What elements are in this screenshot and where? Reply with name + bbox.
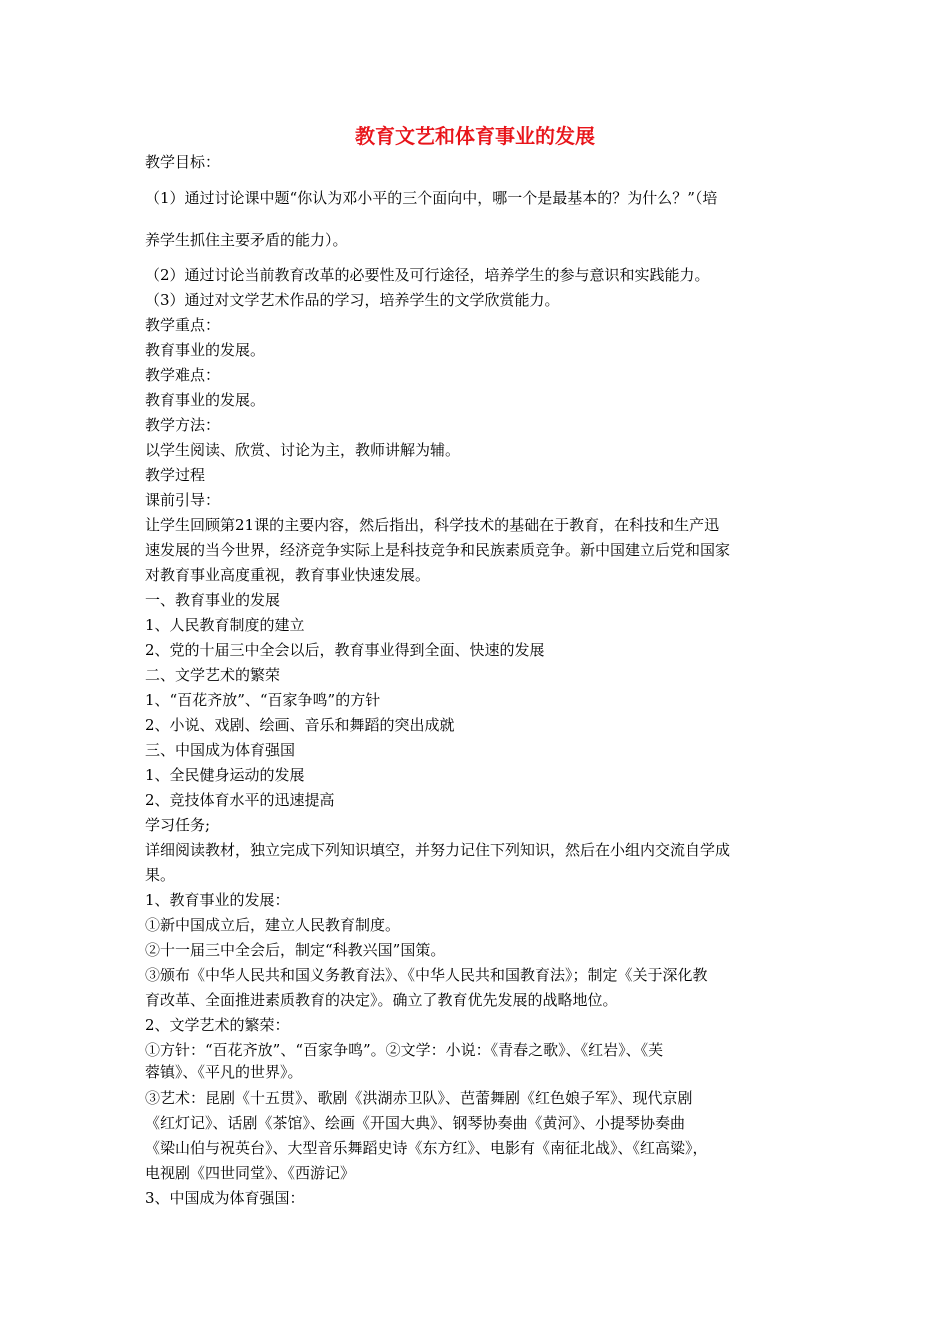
text-line: 1、教育事业的发展：: [145, 891, 290, 909]
text-line: 对教育事业高度重视，教育事业快速发展。: [145, 566, 431, 584]
text-line: ②十一届三中全会后，制定“科教兴国”国策。: [145, 941, 446, 959]
text-line: 以学生阅读、欣赏、讨论为主，教师讲解为辅。: [145, 441, 461, 459]
text-line: 二、文学艺术的繁荣: [145, 666, 281, 684]
text-line: （2）通过讨论当前教育改革的必要性及可行途径，培养学生的参与意识和实践能力。: [145, 266, 710, 284]
text-line: 2、小说、戏剧、绘画、音乐和舞蹈的突出成就: [145, 716, 455, 734]
text-line: （3）通过对文学艺术作品的学习，培养学生的文学欣赏能力。: [145, 291, 560, 309]
text-line: （1）通过讨论课中题“你认为邓小平的三个面向中，哪一个是最基本的？为什么？”（培: [145, 189, 718, 207]
text-line: 2、文学艺术的繁荣：: [145, 1016, 290, 1034]
text-line: 三、中国成为体育强国: [145, 741, 296, 759]
text-line: 养学生抓住主要矛盾的能力）。: [145, 231, 348, 249]
text-line: 《红灯记》、话剧《茶馆》、绘画《开国大典》、钢琴协奏曲《黄河》、小提琴协奏曲: [145, 1114, 686, 1132]
text-line: 课前引导：: [145, 491, 221, 509]
text-line: 一、教育事业的发展: [145, 591, 281, 609]
text-line: ③颁布《中华人民共和国义务教育法》、《中华人民共和国教育法》；制定《关于深化教: [145, 966, 708, 984]
text-line: 速发展的当今世界，经济竞争实际上是科技竞争和民族素质竞争。新中国建立后党和国家: [145, 541, 731, 559]
text-line: 教育事业的发展。: [145, 391, 266, 409]
text-line: 2、党的十届三中全会以后，教育事业得到全面、快速的发展: [145, 641, 545, 659]
text-line: 2、竞技体育水平的迅速提高: [145, 791, 335, 809]
text-line: 《梁山伯与祝英台》、大型音乐舞蹈史诗《东方红》、电影有《南征北战》、《红高粱》，: [145, 1139, 708, 1157]
text-line: 育改革、全面推进素质教育的决定》。确立了教育优先发展的战略地位。: [145, 991, 618, 1009]
document-title: 教育文艺和体育事业的发展: [355, 124, 595, 148]
text-line: 教学过程: [145, 466, 206, 484]
text-line: 3、中国成为体育强国：: [145, 1189, 305, 1207]
text-line: 教育事业的发展。: [145, 341, 266, 359]
text-line: 教学方法：: [145, 416, 221, 434]
text-line: 详细阅读教材，独立完成下列知识填空，并努力记住下列知识，然后在小组内交流自学成: [145, 841, 731, 859]
text-line: 学习任务;: [145, 816, 211, 834]
text-line: ①新中国成立后，建立人民教育制度。: [145, 916, 401, 934]
text-line: 1、“百花齐放”、“百家争鸣”的方针: [145, 691, 381, 709]
text-line: 教学难点：: [145, 366, 221, 384]
text-line: 蓉镇》、《平凡的世界》。: [145, 1063, 303, 1081]
text-line: 1、全民健身运动的发展: [145, 766, 305, 784]
text-line: 教学重点：: [145, 316, 221, 334]
text-line: 1、人民教育制度的建立: [145, 616, 305, 634]
text-line: 电视剧《四世同堂》、《西游记》: [145, 1164, 356, 1182]
text-line: ①方针：“百花齐放”、“百家争鸣”。②文学：小说：《青春之歌》、《红岩》、《芙: [145, 1041, 664, 1059]
text-line: 教学目标：: [145, 153, 221, 171]
text-line: ③艺术：昆剧《十五贯》、歌剧《洪湖赤卫队》、芭蕾舞剧《红色娘子军》、现代京剧: [145, 1089, 693, 1107]
text-line: 果。: [145, 866, 176, 884]
text-line: 让学生回顾第21课的主要内容，然后指出，科学技术的基础在于教育，在科技和生产迅: [145, 516, 720, 534]
